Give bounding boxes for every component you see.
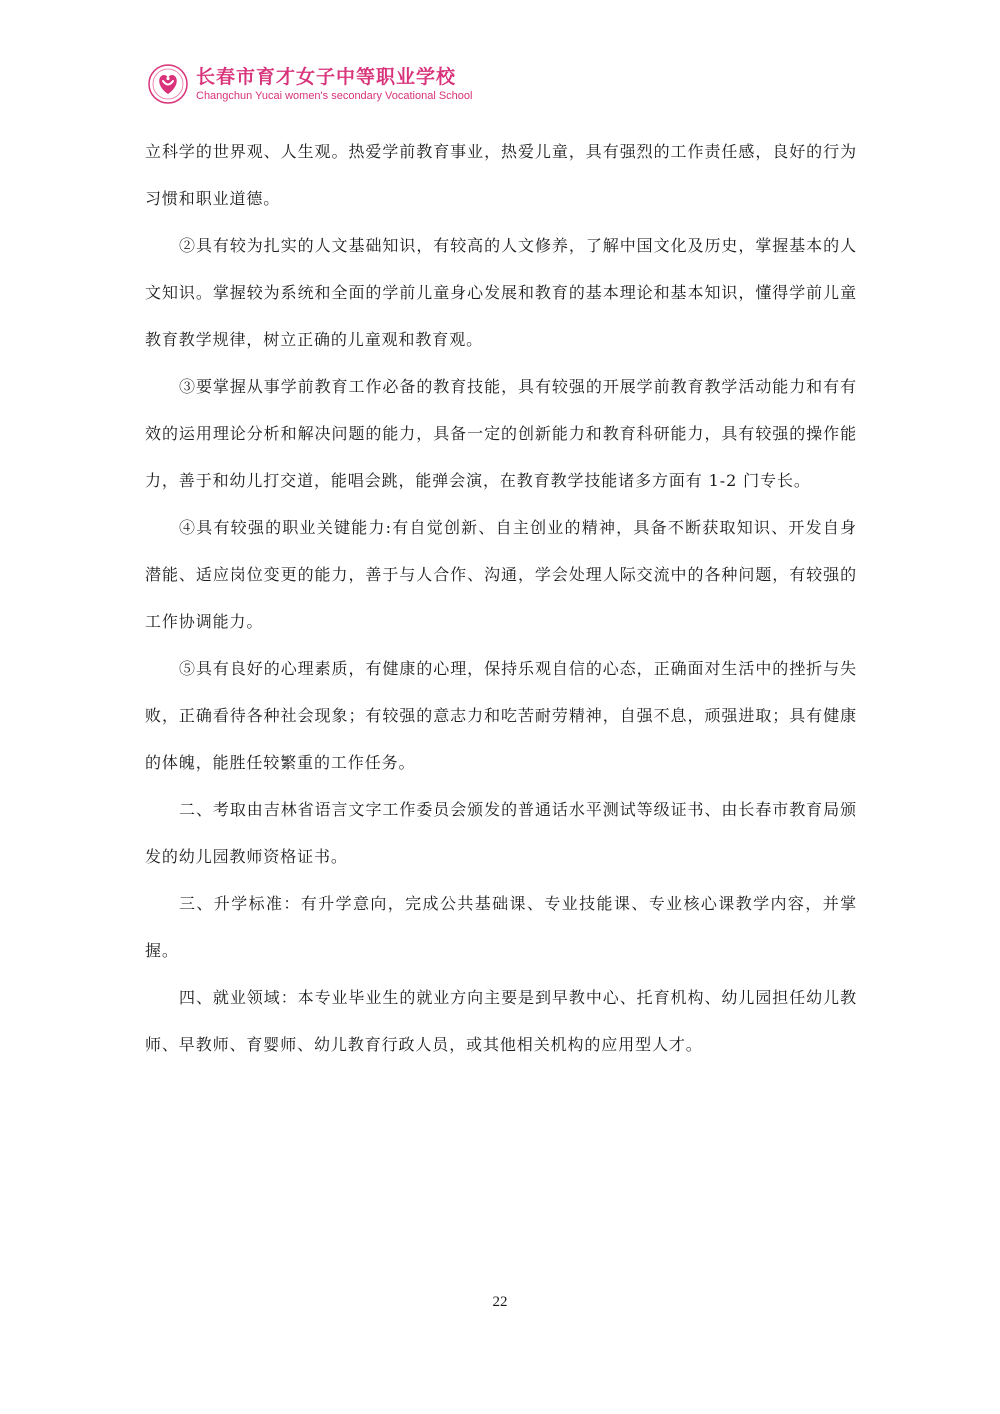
paragraph-item-2: ②具有较为扎实的人文基础知识，有较高的人文修养，了解中国文化及历史，掌握基本的人文知识。掌握较为系统和全面的学前儿童身心发展和教育的基本理论和基本知识，懂得学前儿童教育教学规律，树立正确的儿童观和教育观。: [145, 236, 857, 349]
school-emblem-icon: [148, 64, 188, 104]
page-number: 22: [492, 1294, 508, 1310]
paragraph-section-4: 四、就业领域：本专业毕业生的就业方向主要是到早教中心、托育机构、幼儿园担任幼儿教师、早教师、育婴师、幼儿教育行政人员，或其他相关机构的应用型人才。: [145, 988, 857, 1054]
page-header: [148, 62, 472, 106]
paragraph-item-4: ④具有较强的职业关键能力:有自觉创新、自主创业的精神，具备不断获取知识、开发自身潜能、适应岗位变更的能力，善于与人合作、沟通，学会处理人际交流中的各种问题，有较强的工作协调能力。: [145, 518, 857, 631]
document-body: [145, 128, 857, 1068]
paragraph-continued: 立科学的世界观、人生观。热爱学前教育事业，热爱儿童，具有强烈的工作责任感，良好的行为习惯和职业道德。: [145, 142, 857, 208]
paragraph-section-3: 三、升学标准：有升学意向，完成公共基础课、专业技能课、专业核心课教学内容，并掌握。: [145, 894, 857, 960]
school-name-en: Changchun Yucai women's secondary Vocational School: [196, 89, 473, 102]
paragraph-item-5: ⑤具有良好的心理素质，有健康的心理，保持乐观自信的心态，正确面对生活中的挫折与失败，正确看待各种社会现象；有较强的意志力和吃苦耐劳精神，自强不息，顽强进取；具有健康的体魄，能胜任较繁重的工作任务。: [145, 659, 857, 772]
school-name-cn: 长春市育才女子中等职业学校: [196, 65, 457, 88]
paragraph-section-2: 二、考取由吉林省语言文字工作委员会颁发的普通话水平测试等级证书、由长春市教育局颁发的幼儿园教师资格证书。: [145, 800, 857, 866]
paragraph-item-3: ③要掌握从事学前教育工作必备的教育技能，具有较强的开展学前教育教学活动能力和有有效的运用理论分析和解决问题的能力，具备一定的创新能力和教育科研能力，具有较强的操作能力，善于和幼儿打交道，能唱会跳，能弹会演，在教育教学技能诸多方面有 1-2 门专长。: [145, 377, 857, 490]
